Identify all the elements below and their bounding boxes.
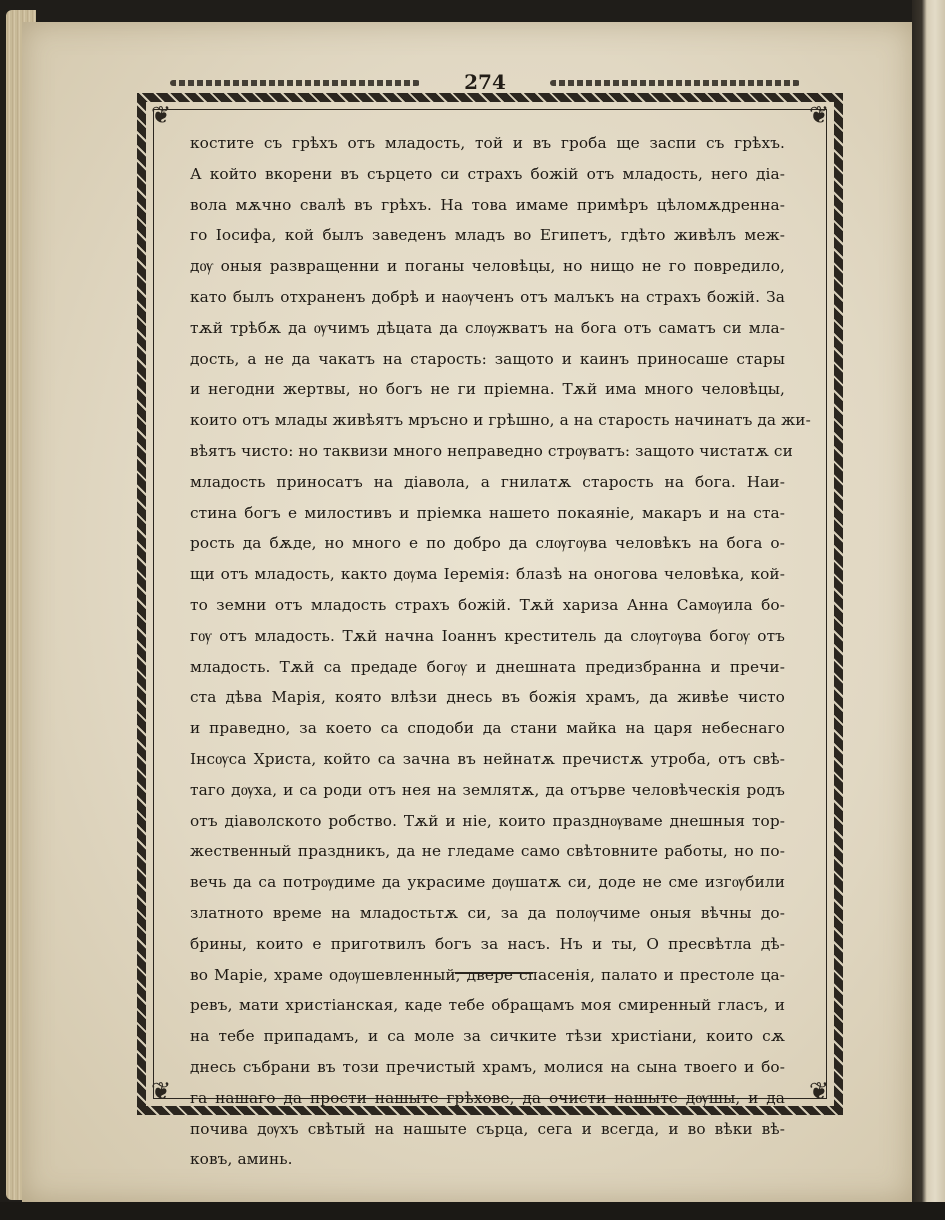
text-line: рость да бѫде, но много е по добро да слѹгѹва человѣкъ на бога о-	[190, 534, 785, 553]
text-line: костите съ грѣхъ отъ младость, той и въ гроба ще заспи съ грѣхъ.	[190, 134, 785, 152]
text-line: и праведно, за което са сподоби да стани майка на царя небеснаго	[190, 719, 785, 738]
facing-page-edge	[912, 0, 945, 1220]
text-line: ревъ, мати христіанская, каде тебе обращамъ моя смиренный гласъ, и	[190, 996, 785, 1015]
text-line: вола мѫчно свалѣ въ грѣхъ. На това имаме примѣръ цѣломѫдренна-	[190, 195, 785, 214]
text-line: младость приносатъ на діавола, а гнилатѫ старость на бога. Наи-	[190, 472, 785, 491]
text-line: вѣятъ чисто: но таквизи много неправедно стрѹватъ: защото чистатѫ си	[190, 441, 793, 460]
text-line: днесь събрани въ този пречистый храмъ, молися на сына твоего и бо-	[190, 1057, 785, 1076]
corner-ornament-icon: ❦	[150, 101, 172, 129]
text-line: вечь да са потрѹдиме да украсиме дѹшатѫ си, доде не сме изгѹбили	[190, 873, 785, 892]
text-line: почива дѹхъ свѣтый на нашыте сърца, сега и всегда, и во вѣки вѣ-	[190, 1119, 785, 1138]
text-line: жественный праздникъ, да не гледаме само свѣтовните работы, но по-	[190, 842, 785, 861]
corner-ornament-icon: ❦	[808, 101, 830, 129]
corner-ornament-icon: ❦	[808, 1077, 830, 1105]
text-line: А който вкорени въ сърцето си страхъ божій отъ младость, него діа-	[190, 164, 785, 183]
text-line: га нашаго да прости нашыте грѣхове, да очисти нашыте дѹшы, и да	[190, 1088, 785, 1107]
text-line: златното време на младостьтѫ си, за да полѹчиме оныя вѣчны до-	[190, 903, 785, 922]
text-line: като былъ отхраненъ добрѣ и наѹченъ отъ малъкъ на страхъ божій. За	[190, 287, 785, 306]
text-line: ковъ, аминь.	[190, 1150, 293, 1169]
header-ornament-right	[550, 80, 800, 86]
text-line: на тебе припадамъ, и са моле за сичките тѣзи христіани, които сѫ	[190, 1027, 785, 1046]
text-line: отъ діаволското робство. Тѫй и ніе, които празднѹваме днешныя тор-	[190, 811, 785, 830]
text-line: то земни отъ младость страхъ божій. Тѫй хариза Анна Самѹила бо-	[190, 595, 785, 614]
text-line: Інсѹса Христа, който са зачна въ нейнатѫ пречистѫ утроба, отъ свѣ-	[190, 749, 785, 768]
end-rule	[455, 972, 533, 974]
text-line: стина богъ е милостивъ и пріемка нашето покаяніе, макаръ и на ста-	[190, 503, 785, 522]
bottom-shadow	[0, 1202, 945, 1220]
body-text	[190, 128, 811, 1175]
text-line: дость, а не да чакатъ на старость: защото и каинъ приносаше стары	[190, 349, 785, 368]
page-number: 274	[464, 70, 506, 94]
text-line: младость. Тѫй са предаде богѹ и днешната предизбранна и пречи-	[190, 657, 785, 676]
text-line: и негодни жертвы, но богъ не ги пріемна. Тѫй има много человѣцы,	[190, 380, 785, 399]
text-line: го Іосифа, кой былъ заведенъ младъ во Египетъ, гдѣто живѣлъ меж-	[190, 226, 785, 245]
text-line: тѫй трѣбѫ да ѹчимъ дѣцата да слѹжватъ на бога отъ саматъ си мла-	[190, 318, 785, 337]
text-line: таго дѹха, и са роди отъ нея на землятѫ, да отърве человѣческія родъ	[190, 780, 785, 799]
text-line: дѹ оныя развращенни и поганы человѣцы, но нищо не го повредило,	[190, 257, 785, 276]
text-line: во Маріе, храме одѹшевленный, двере спасенія, палато и престоле ца-	[190, 965, 785, 984]
text-line: които отъ млады живѣятъ мръсно и грѣшно, а на старость начинатъ да жи-	[190, 411, 811, 430]
corner-ornament-icon: ❦	[150, 1077, 172, 1105]
text-line: брины, които е приготвилъ богъ за насъ. Нъ и ты, О пресвѣтла дѣ-	[190, 934, 785, 953]
text-line: гѹ отъ младость. Тѫй начна Іоаннъ креститель да слѹгѹва богѹ отъ	[190, 626, 785, 645]
text-line: щи отъ младость, както дѹма Іеремія: блазѣ на оногова человѣка, кой-	[190, 565, 785, 584]
text-line: ста дѣва Марія, която влѣзи днесь въ божія храмъ, да живѣе чисто	[190, 688, 785, 707]
